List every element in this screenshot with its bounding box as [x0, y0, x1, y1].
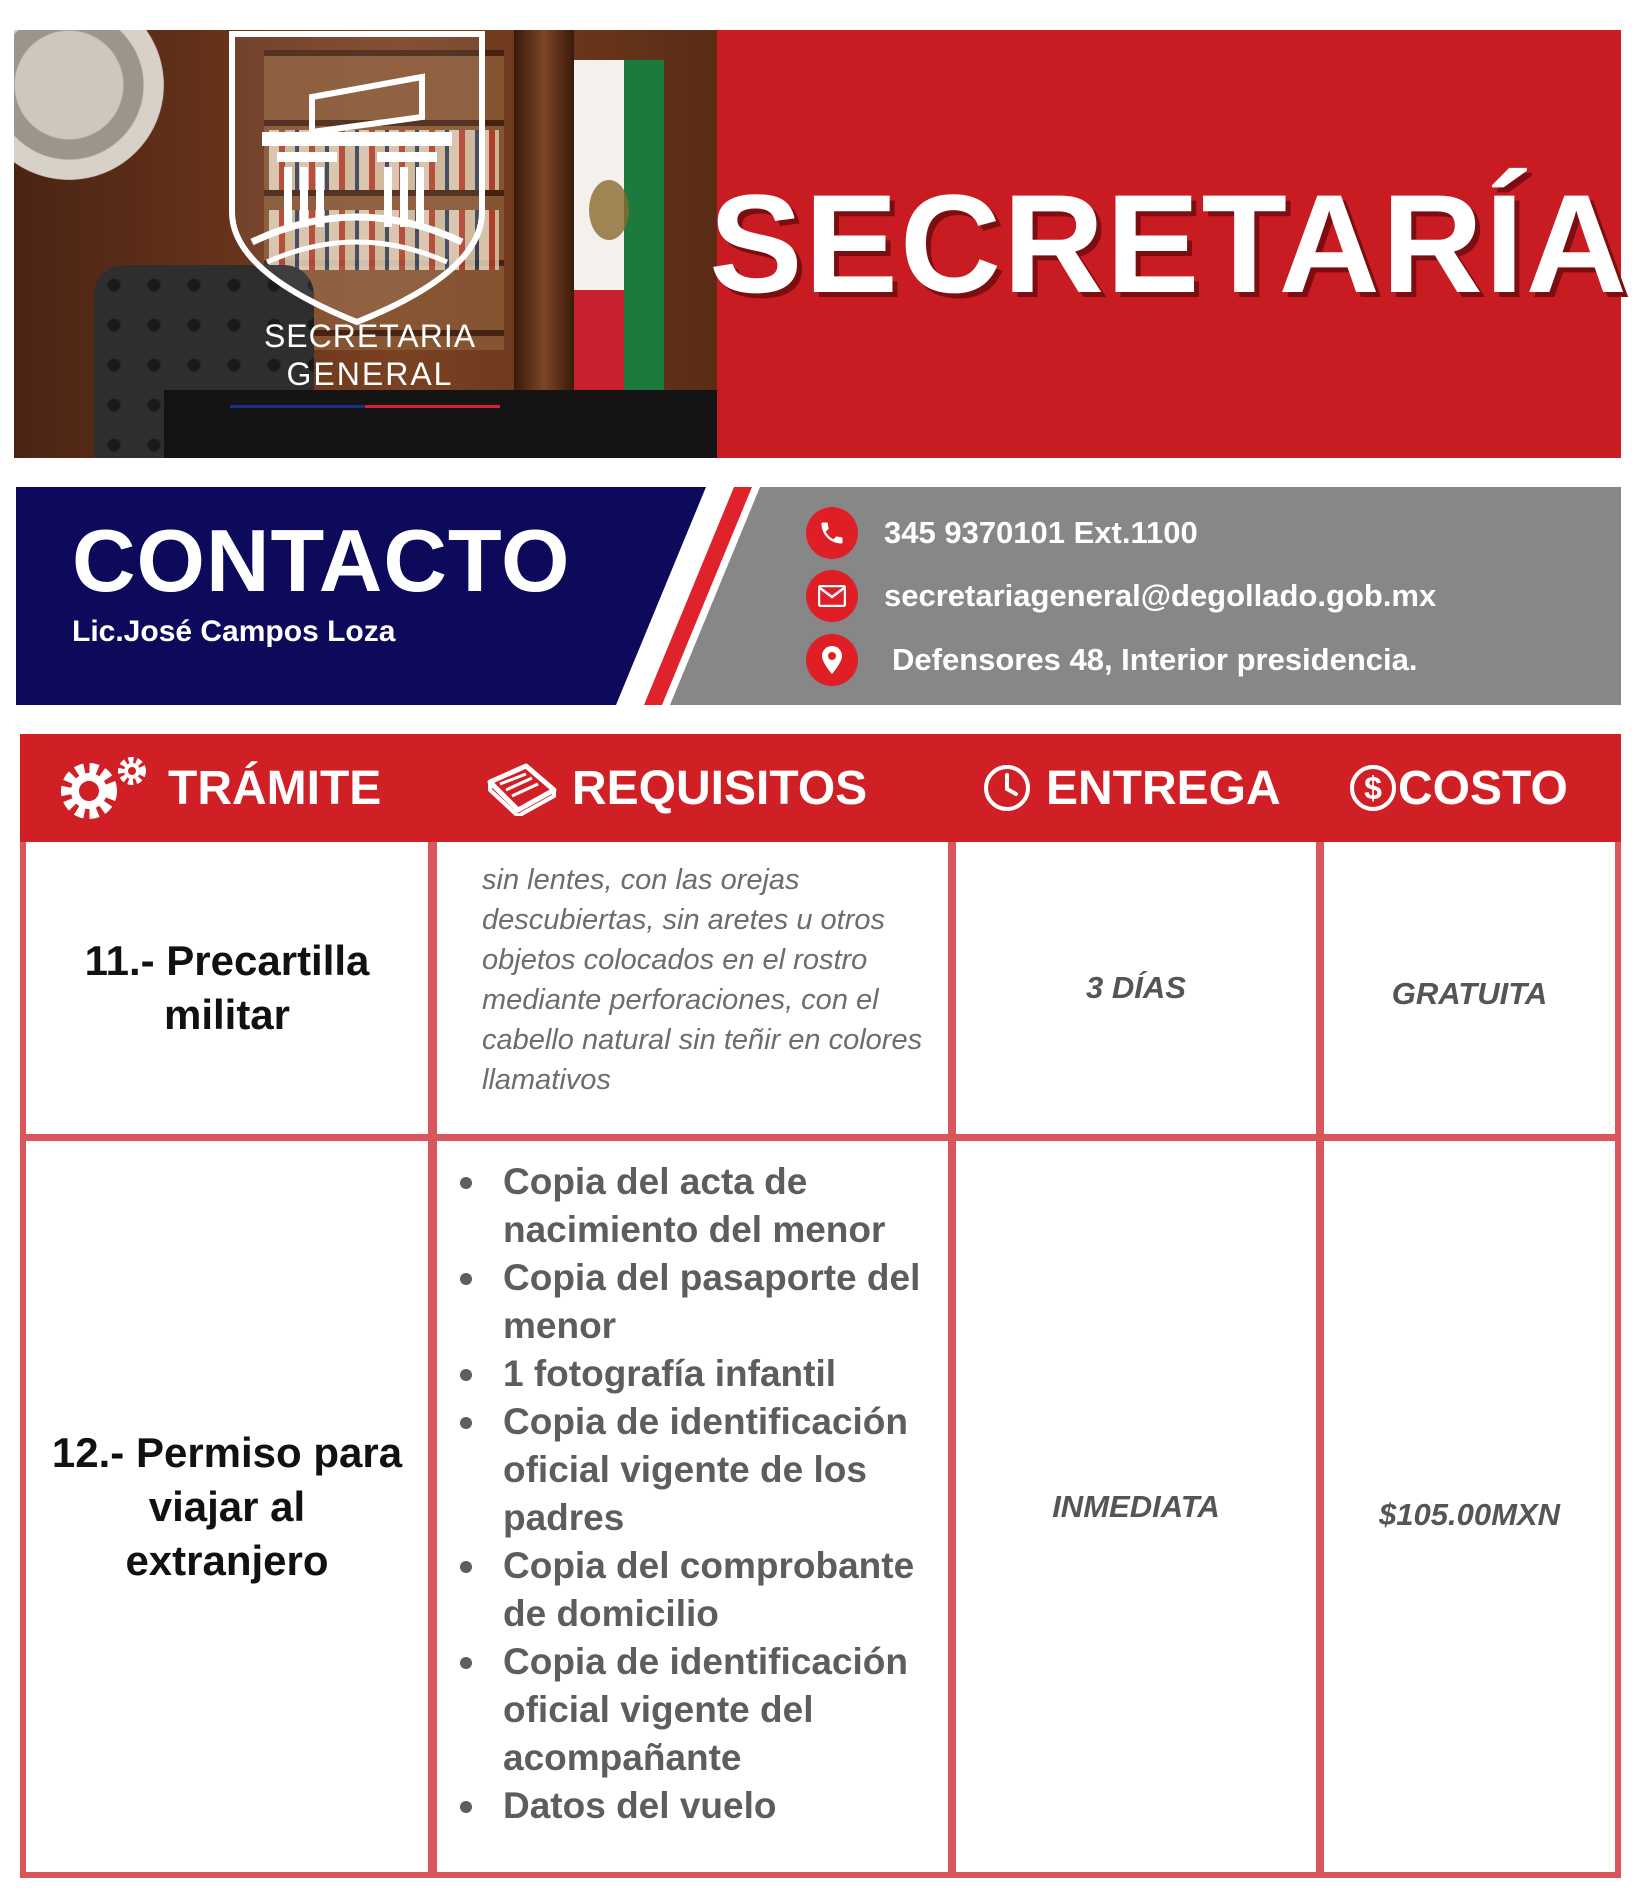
list-item: 1 fotografía infantil: [455, 1350, 955, 1398]
svg-text:$: $: [1364, 770, 1382, 806]
grid-line: [428, 842, 437, 1878]
logo-line1: SECRETARIA: [263, 318, 477, 354]
mail-icon: [806, 570, 858, 622]
book-icon: [486, 760, 558, 816]
gears-icon: [54, 753, 154, 823]
header-entrega-label: ENTREGA: [1046, 761, 1281, 815]
table-row-11-requisitos: sin lentes, con las orejas descubiertas, sin aretes u otros objetos colocados en el rostro mediante perforaciones, con el cabello natural sin teñir en colores llamativos: [482, 864, 923, 1096]
page-title-banner: [709, 30, 1629, 458]
logo-line2: GENERAL: [286, 356, 454, 392]
header-requisitos-label: REQUISITOS: [572, 761, 868, 815]
header-costo-label: COSTO: [1398, 761, 1568, 815]
location-icon: [806, 634, 858, 686]
contact-heading: CONTACTO: [72, 511, 571, 610]
header-tramite: [54, 734, 381, 842]
header-costo: [1350, 734, 1568, 842]
page-title: SECRETARÍA: [709, 165, 1629, 322]
contact-address: Defensores 48, Interior presidencia.: [892, 642, 1418, 677]
header-tramite-label: TRÁMITE: [168, 761, 382, 815]
logo-underline: [230, 405, 500, 408]
list-item: Copia del pasaporte del menor: [455, 1254, 955, 1350]
table-header: [20, 734, 1621, 842]
grid-line: [1615, 842, 1621, 1878]
table-row-11-entrega: 3 DÍAS: [1086, 970, 1186, 1005]
national-seal-decoration: [14, 30, 164, 180]
contact-name: Lic.José Campos Loza: [72, 615, 396, 648]
table-row-12-requisitos: [455, 1158, 955, 1830]
dollar-icon: [1350, 763, 1396, 813]
contact-email-row: [806, 570, 1436, 622]
contact-phone[interactable]: 345 9370101 Ext.1100: [884, 515, 1198, 550]
table-row-12-tramite: 12.- Permiso para viajar al extranjero: [51, 1428, 403, 1584]
table-row-11-costo: GRATUITA: [1391, 976, 1548, 1011]
header-requisitos: [486, 734, 867, 842]
table-row-11-tramite: 11.- Precartilla militar: [84, 937, 370, 1038]
desk-decoration: [164, 390, 717, 458]
list-item: Datos del vuelo: [455, 1782, 955, 1830]
grid-line: [1316, 842, 1324, 1878]
contact-address-row: [806, 634, 1418, 686]
list-item: Copia del comprobante de domicilio: [455, 1542, 955, 1638]
mexican-flag-decoration: [554, 60, 664, 430]
clock-icon: [982, 763, 1032, 813]
phone-icon: [806, 507, 858, 559]
list-item: Copia de identificación oficial vigente de los padres: [455, 1398, 955, 1542]
table-row-12-costo: $105.00MXN: [1379, 1496, 1560, 1532]
contact-email[interactable]: secretariageneral@degollado.gob.mx: [884, 578, 1437, 613]
list-item: Copia del acta de nacimiento del menor: [455, 1158, 955, 1254]
table-row-12-entrega: INMEDIATA: [1052, 1488, 1220, 1524]
contact-phone-row: [806, 507, 1198, 559]
header-entrega: [982, 734, 1281, 842]
list-item: Copia de identificación oficial vigente del acompañante: [455, 1638, 955, 1782]
